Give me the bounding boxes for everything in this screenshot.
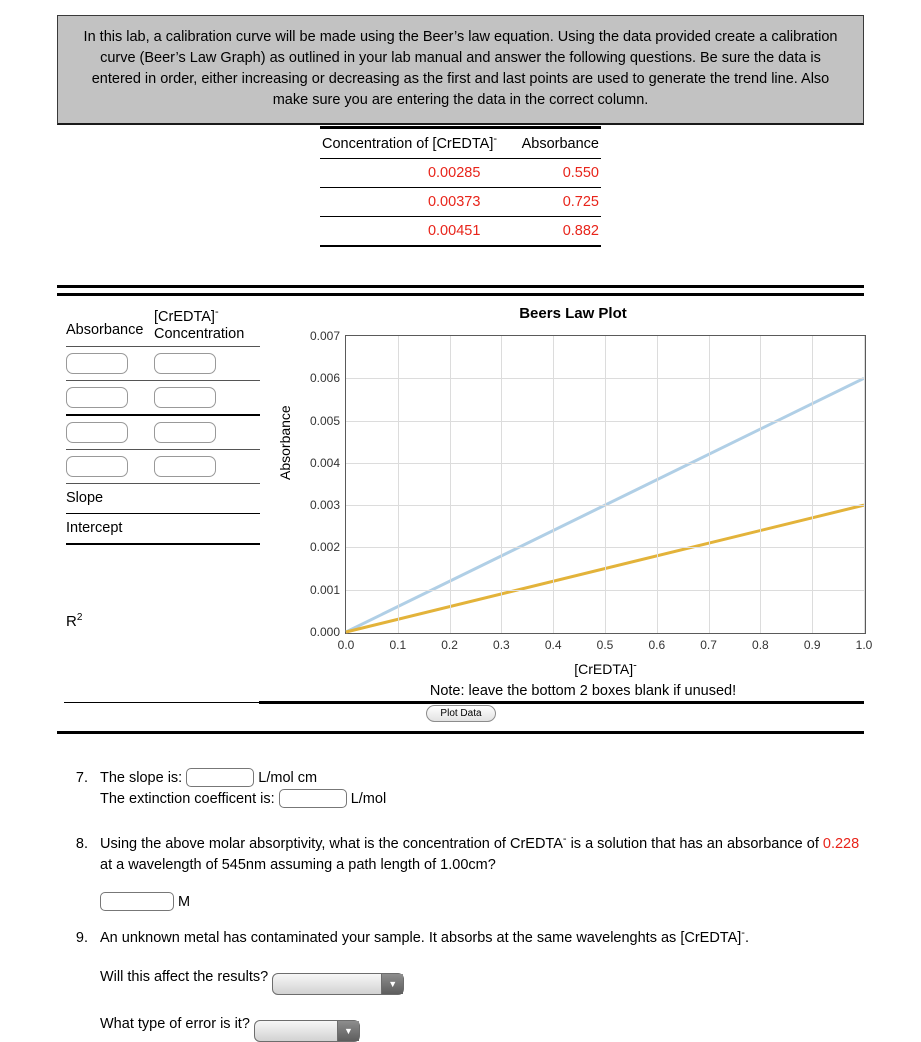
question-8-text-part-3: at a wavelength of 545nm assuming a path length of 1.00cm? xyxy=(100,857,496,873)
chart-gridline-vertical xyxy=(657,336,658,633)
table-row xyxy=(320,159,601,188)
table-row xyxy=(320,217,601,247)
question-8-highlight-value: 0.228 xyxy=(822,836,860,852)
question-8-text xyxy=(100,834,866,876)
entry-header-concentration-line2: Concentration xyxy=(154,326,245,342)
chart-x-tick-label: 0.0 xyxy=(337,638,355,652)
affect-results-label: Will this affect the results? xyxy=(100,969,269,985)
r-squared-label xyxy=(66,612,82,630)
entry-header-concentration-superscript: - xyxy=(214,306,219,319)
chart-y-tick-label: 0.006 xyxy=(309,371,340,386)
chart-gridline-vertical xyxy=(501,336,502,633)
section-divider-bottom-thin xyxy=(64,702,262,703)
table-header-row xyxy=(320,128,601,159)
chart-y-tick-label: 0.001 xyxy=(309,582,340,597)
error-type-dropdown-value xyxy=(255,1033,285,1035)
chart-note: Note: leave the bottom 2 boxes blank if unused! xyxy=(429,683,737,699)
question-8-text-part-2: is a solution that has an absorbance of xyxy=(566,836,823,852)
section-divider-below-button xyxy=(57,731,864,734)
chart-y-tick-label: 0.002 xyxy=(309,540,340,555)
chevron-down-icon: ▼ xyxy=(381,974,403,994)
concentration-input-1[interactable] xyxy=(154,353,216,374)
chart-gridline-horizontal xyxy=(346,421,865,422)
entry-header-absorbance: Absorbance xyxy=(66,322,144,338)
header-absorbance: Absorbance xyxy=(512,128,601,159)
chart-gridline-vertical xyxy=(605,336,606,633)
entry-header-concentration xyxy=(154,306,260,343)
question-7 xyxy=(66,768,766,810)
chart-x-tick-label: 0.4 xyxy=(544,638,562,652)
header-concentration xyxy=(320,128,512,159)
chart-gridline-vertical xyxy=(553,336,554,633)
header-concentration-text: Concentration of [CrEDTA] xyxy=(322,136,494,152)
extinction-unit-label: L/mol xyxy=(350,791,387,807)
chart-x-tick-label: 1.0 xyxy=(855,638,873,652)
error-type-dropdown[interactable] xyxy=(254,1020,360,1042)
absorbance-input-3[interactable] xyxy=(66,422,128,443)
question-9-body xyxy=(100,928,866,1042)
instructions-text: In this lab, a calibration curve will be made using the Beer’s law equation. Using the data provided create a calibration curve (Beer’s Law Graph) as outlined in your lab manual and answer the following questions. Be sure the data is entered in order, either increasing or decreasing as the first and last points are used to generate the trend line. Also make sure you are entering the data in the correct column. xyxy=(83,29,838,108)
chart-x-tick-label: 0.1 xyxy=(389,638,407,652)
question-9-sub-1 xyxy=(100,967,866,995)
question-8-superscript: - xyxy=(562,833,567,846)
question-9-text-part-2: . xyxy=(744,930,749,946)
slope-row: Slope xyxy=(66,484,260,514)
extinction-prompt-label: The extinction coefficent is: xyxy=(100,791,275,807)
entry-row-1 xyxy=(66,347,260,381)
chart-x-tick-label: 0.5 xyxy=(596,638,614,652)
chart-gridline-horizontal xyxy=(346,378,865,379)
chart-y-tick-label: 0.000 xyxy=(309,625,340,639)
question-8 xyxy=(66,834,866,913)
chart-x-tick-label: 0.2 xyxy=(441,638,458,652)
chart-x-tick-label: 0.3 xyxy=(493,638,510,652)
absorbance-input-4[interactable] xyxy=(66,456,128,477)
chart-x-tick-label: 0.9 xyxy=(803,638,821,652)
question-9-sub-2 xyxy=(100,1014,866,1042)
question-8-number: 8. xyxy=(75,836,88,852)
chart-gridline-vertical xyxy=(709,336,710,633)
chart-x-tick-label: 0.7 xyxy=(700,638,717,652)
r-squared-text: R xyxy=(66,613,77,630)
question-9-text-part-1: An unknown metal has contaminated your sample. It absorbs at the same wavelenghts as [CrEDTA] xyxy=(100,930,742,946)
absorbance-input-1[interactable] xyxy=(66,353,128,374)
chart-gridline-horizontal xyxy=(346,590,865,591)
cell-concentration: 0.00285 xyxy=(320,159,512,188)
chart-y-tick-label: 0.005 xyxy=(309,413,340,428)
slope-unit-label: L/mol cm xyxy=(258,770,318,786)
question-8-answer-row xyxy=(100,892,866,913)
chart-plot-area xyxy=(309,329,873,652)
chart-gridline-vertical xyxy=(398,336,399,633)
cell-absorbance: 0.725 xyxy=(512,188,601,217)
instructions-banner xyxy=(57,15,864,125)
error-type-label: What type of error is it? xyxy=(100,1016,250,1032)
table-row xyxy=(320,188,601,217)
intercept-row: Intercept xyxy=(66,514,260,545)
chart-y-axis-label: Absorbance xyxy=(277,405,293,480)
question-8-body xyxy=(100,834,866,913)
chart-gridline-horizontal xyxy=(346,463,865,464)
r-squared-superscript: 2 xyxy=(76,612,83,623)
entry-row-3 xyxy=(66,416,260,450)
chart-gridline-vertical xyxy=(864,336,865,633)
chevron-down-icon: ▼ xyxy=(337,1021,359,1041)
plot-data-button[interactable]: Plot Data xyxy=(426,705,496,722)
cell-concentration: 0.00451 xyxy=(320,217,512,247)
entry-header-row xyxy=(66,306,260,347)
chart-y-tick-label: 0.007 xyxy=(309,329,340,343)
section-divider-top-1 xyxy=(57,285,864,288)
given-data-table xyxy=(320,126,601,247)
chart-x-axis-label-superscript: - xyxy=(633,659,637,672)
chart-gridline-horizontal xyxy=(346,505,865,506)
question-8-answer-input[interactable] xyxy=(100,892,174,911)
header-concentration-superscript: - xyxy=(493,133,498,146)
chart-x-tick-label: 0.6 xyxy=(648,638,666,652)
chart-gridline-horizontal xyxy=(346,547,865,548)
slope-answer-input[interactable] xyxy=(186,768,254,787)
question-9-text xyxy=(100,928,866,949)
plot-section xyxy=(0,285,921,735)
chart-title: Beers Law Plot xyxy=(519,305,627,322)
concentration-input-3[interactable] xyxy=(154,422,216,443)
question-7-body xyxy=(100,768,766,810)
question-8-unit-label: M xyxy=(178,894,191,910)
chart-gridline-vertical xyxy=(812,336,813,633)
question-7-line-2 xyxy=(100,789,766,810)
affect-results-dropdown[interactable] xyxy=(272,973,404,995)
chart-x-tick-label: 0.8 xyxy=(752,638,769,652)
chart-y-tick-label: 0.003 xyxy=(309,498,340,513)
chart-y-tick-label: 0.004 xyxy=(309,455,340,470)
chart-x-axis-label xyxy=(345,661,866,677)
question-8-text-part-1: Using the above molar absorptivity, what is the concentration of CrEDTA xyxy=(100,836,563,852)
affect-results-dropdown-value xyxy=(273,986,303,988)
beers-law-chart xyxy=(273,305,893,699)
section-divider-bottom-thick xyxy=(259,701,864,704)
entry-row-4 xyxy=(66,450,260,484)
question-7-line-1 xyxy=(100,768,766,789)
absorbance-input-2[interactable] xyxy=(66,387,128,408)
cell-absorbance: 0.882 xyxy=(512,217,601,247)
question-9 xyxy=(66,928,866,1042)
entry-row-2 xyxy=(66,381,260,416)
section-divider-top-2 xyxy=(57,293,864,296)
cell-concentration: 0.00373 xyxy=(320,188,512,217)
question-9-superscript: - xyxy=(741,927,745,940)
entry-header-concentration-line1: [CrEDTA] xyxy=(154,309,215,325)
cell-absorbance: 0.550 xyxy=(512,159,601,188)
chart-gridline-vertical xyxy=(760,336,761,633)
question-9-number: 9. xyxy=(75,930,88,946)
question-7-number: 7. xyxy=(75,770,88,786)
concentration-input-4[interactable] xyxy=(154,456,216,477)
chart-gridline-vertical xyxy=(450,336,451,633)
data-entry-panel xyxy=(66,306,260,545)
concentration-input-2[interactable] xyxy=(154,387,216,408)
chart-x-axis-label-text: [CrEDTA] xyxy=(574,661,634,677)
slope-prompt-label: The slope is: xyxy=(100,770,183,786)
extinction-answer-input[interactable] xyxy=(279,789,347,808)
